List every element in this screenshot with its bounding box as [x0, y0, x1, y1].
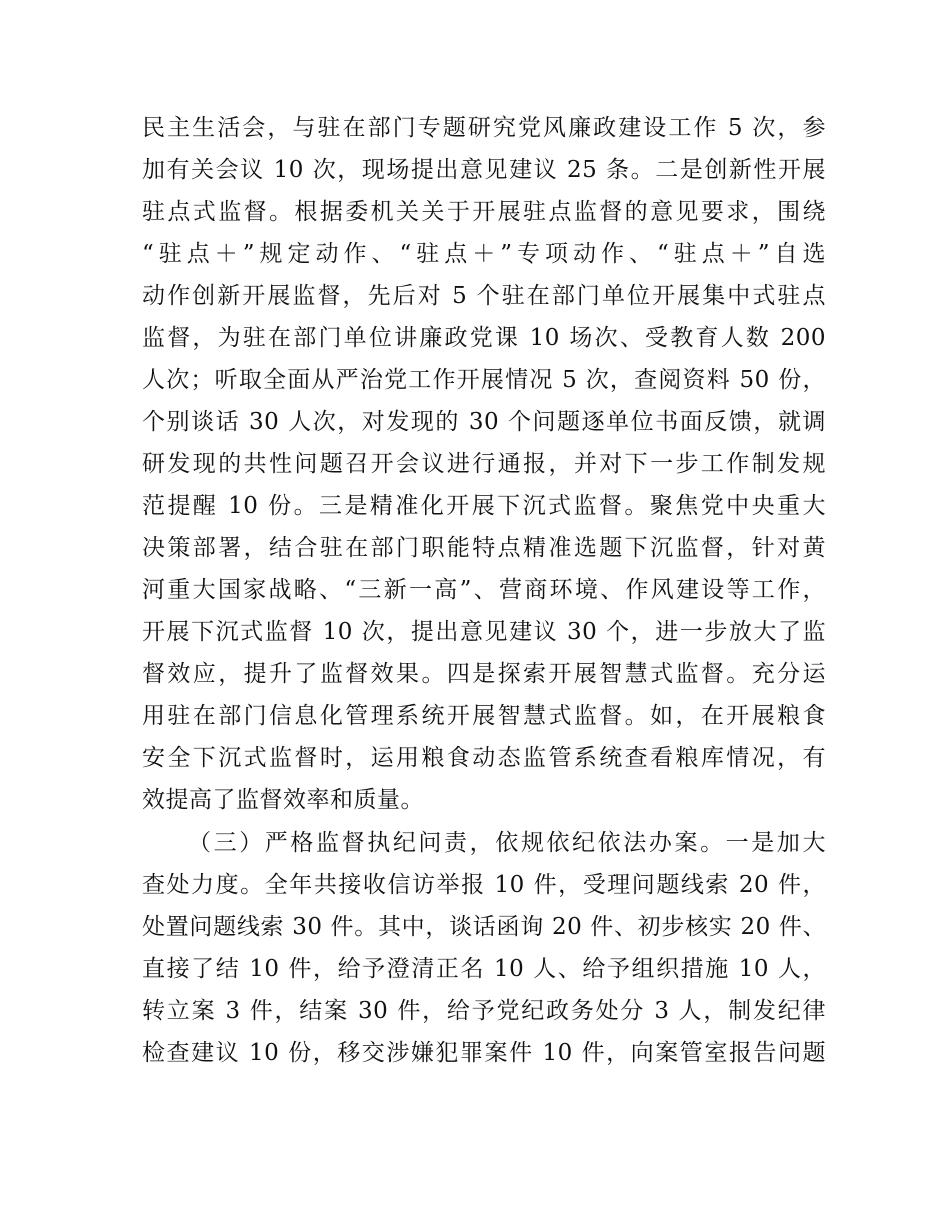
text-line: “驻点＋”规定动作、“驻点＋”专项动作、“驻点＋”自选 — [142, 241, 826, 267]
text-line: 开展下沉式监督 10 次，提出意见建议 30 个，进一步放大了监 — [142, 619, 826, 645]
text-line: 决策部署，结合驻在部门职能特点精准选题下沉监督，针对黄 — [142, 535, 826, 561]
text-line: 用驻在部门信息化管理系统开展智慧式监督。如，在开展粮食 — [142, 703, 826, 729]
text-line: 处置问题线索 30 件。其中，谈话函询 20 件、初步核实 20 件、 — [142, 914, 826, 940]
text-line: 查处力度。全年共接收信访举报 10 件，受理问题线索 20 件， — [142, 872, 826, 898]
text-line: 河重大国家战略、“三新一高”、营商环境、作风建设等工作， — [142, 577, 826, 603]
text-line: 加有关会议 10 次，现场提出意见建议 25 条。二是创新性开展 — [142, 157, 826, 183]
text-line: 检查建议 10 份，移交涉嫌犯罪案件 10 件，向案管室报告问题 — [142, 1040, 826, 1066]
text-line: 动作创新开展监督，先后对 5 个驻在部门单位开展集中式驻点 — [142, 283, 826, 309]
text-line: 民主生活会，与驻在部门专题研究党风廉政建设工作 5 次，参 — [142, 115, 826, 141]
text-line: 安全下沉式监督时，运用粮食动态监管系统查看粮库情况，有 — [142, 745, 826, 771]
text-line: 转立案 3 件，结案 30 件，给予党纪政务处分 3 人，制发纪律 — [142, 998, 826, 1024]
text-line: 督效应，提升了监督效果。四是探索开展智慧式监督。充分运 — [142, 661, 826, 687]
paragraph-supervision-work — [142, 107, 826, 821]
text-line: 效提高了监督效率和质量。 — [142, 787, 424, 813]
text-line: 范提醒 10 份。三是精准化开展下沉式监督。聚焦党中央重大 — [142, 493, 826, 519]
paragraph-discipline-enforcement — [142, 822, 826, 1074]
text-line: 人次；听取全面从严治党工作开展情况 5 次，查阅资料 50 份， — [142, 367, 826, 393]
text-line: 研发现的共性问题召开会议进行通报，并对下一步工作制发规 — [142, 451, 826, 477]
text-line: 驻点式监督。根据委机关关于开展驻点监督的意见要求，围绕 — [142, 199, 826, 225]
text-line: 直接了结 10 件，给予澄清正名 10 人、给予组织措施 10 人， — [142, 956, 826, 982]
section-heading-line: （三）严格监督执纪问责，依规依纪依法办案。一是加大 — [188, 830, 826, 856]
text-line: 监督，为驻在部门单位讲廉政党课 10 场次、受教育人数 200 — [142, 325, 826, 351]
text-line: 个别谈话 30 人次，对发现的 30 个问题逐单位书面反馈，就调 — [142, 409, 826, 435]
